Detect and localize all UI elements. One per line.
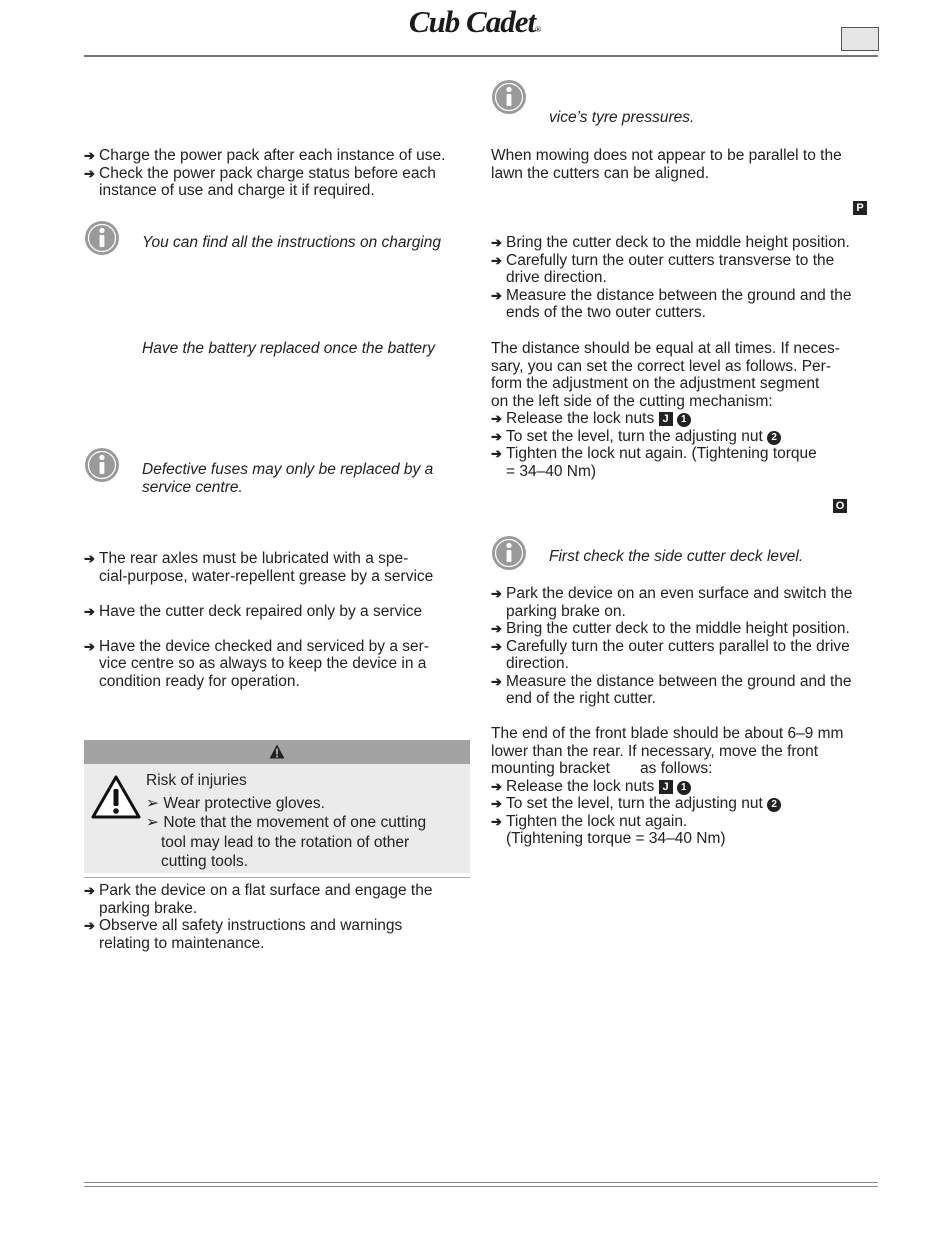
warning-item-continued: tool may lead to the rotation of other: [161, 833, 410, 851]
callout-number-1: 1: [677, 781, 691, 795]
arrow-icon: ➔: [491, 673, 502, 689]
footer-rule: [84, 1182, 878, 1183]
arrow-icon: ➔: [491, 638, 502, 654]
list-item: Check the power pack charge status before each: [99, 164, 436, 182]
arrow-icon: ➔: [491, 778, 502, 794]
callout-number-2: 2: [767, 798, 781, 812]
note-charging: You can find all the instructions on charging: [142, 234, 441, 251]
list-item-continued: (Tightening torque = 34–40 Nm): [506, 830, 726, 847]
list-item-continued: drive direction.: [506, 269, 607, 286]
info-icon: [84, 220, 120, 256]
warning-risk: Risk of injuries: [146, 772, 247, 789]
warning-item-continued: cutting tools.: [161, 853, 249, 870]
list-item: Charge the power pack after each instance of use.: [99, 147, 446, 164]
list-item: Release the lock nuts: [506, 410, 655, 427]
paragraph-line: mounting bracket as follows:: [491, 760, 713, 777]
paragraph-line: lawn the cutters can be aligned.: [491, 164, 709, 182]
alignment-steps: [491, 234, 852, 322]
paragraph-line: on the left side of the cutting mechanism:: [491, 392, 773, 410]
list-item-continued: = 34–40 Nm): [506, 462, 597, 480]
arrow-icon: ➔: [491, 796, 502, 811]
warning-small-icon: [269, 744, 285, 759]
warning-triangle-icon: [90, 774, 142, 820]
paragraph-line: lower than the rear. If necessary, move the front: [491, 742, 819, 760]
list-item-continued: instance of use and charge it if required.: [99, 182, 375, 199]
list-item: Have the cutter deck repaired only by a service: [99, 602, 423, 620]
list-item-continued: cial-purpose, water-repellent grease by a service: [99, 567, 434, 585]
figure-label-j: J: [659, 780, 673, 794]
note-side-level: First check the side cutter deck level.: [549, 548, 804, 565]
warning-text: [146, 771, 426, 872]
list-item: Carefully turn the outer cutters parallel to the drive: [506, 637, 850, 655]
warning-item: Note that the movement of one cutting: [163, 814, 427, 831]
front-blade-adjustment: [491, 725, 843, 848]
paragraph-line: The end of the front blade should be about 6–9 mm: [491, 725, 844, 742]
list-item: Bring the cutter deck to the middle height position.: [506, 234, 850, 251]
parallel-text: [491, 147, 842, 182]
list-item-continued: vice centre so as always to keep the device in a: [99, 655, 427, 672]
level-adjustment: [491, 340, 840, 480]
page-number-box: [841, 27, 879, 51]
bullet-marker: ➢: [146, 794, 159, 812]
note-fuses-line: Defective fuses may only be replaced by a: [142, 461, 434, 478]
figure-label-p: P: [853, 201, 867, 215]
info-icon: [491, 535, 527, 571]
note-fuses: [142, 461, 433, 496]
brand-name: Cub Cadet: [408, 4, 536, 39]
brand-logo: [0, 4, 950, 40]
list-item: To set the level, turn the adjusting nut: [506, 795, 763, 812]
figure-label-j: J: [659, 412, 673, 426]
list-item: Bring the cutter deck to the middle height position.: [506, 620, 850, 637]
header-rule: [84, 55, 878, 57]
figure-label-o: O: [833, 499, 847, 513]
callout-number-1: 1: [677, 413, 691, 427]
arrow-icon: ➔: [491, 586, 502, 601]
callout-number-2: 2: [767, 431, 781, 445]
paragraph-line: When mowing does not appear to be parallel to the: [491, 147, 842, 164]
list-item: Tighten the lock nut again.: [506, 812, 688, 830]
paragraph-line: sary, you can set the correct level as follows. Per-: [491, 357, 831, 375]
list-item-continued: parking brake.: [99, 899, 198, 917]
warning-header: [84, 740, 470, 764]
bullet-marker: ➢: [146, 814, 159, 831]
arrow-icon: ➔: [491, 813, 502, 829]
arrow-icon: ➔: [84, 883, 95, 898]
list-item-continued: end of the right cutter.: [506, 690, 656, 707]
maintenance-steps: [84, 882, 432, 952]
list-item: The rear axles must be lubricated with a spe-: [99, 550, 409, 567]
footer-rule: [84, 1186, 878, 1187]
list-item-continued: direction.: [506, 655, 569, 672]
arrow-icon: ➔: [491, 411, 502, 426]
note-battery: Have the battery replaced once the battery: [142, 340, 435, 357]
arrow-icon: ➔: [84, 165, 95, 181]
arrow-icon: ➔: [491, 428, 502, 444]
list-item: Observe all safety instructions and warnings: [99, 917, 403, 934]
paragraph-line: The distance should be equal at all times. If neces-: [491, 340, 840, 357]
list-item: Carefully turn the outer cutters transverse to the: [506, 251, 835, 269]
list-item: Release the lock nuts: [506, 777, 655, 795]
arrow-icon: ➔: [491, 235, 502, 250]
registered-mark: ®: [535, 25, 542, 34]
arrow-icon: ➔: [491, 252, 502, 268]
list-item-continued: parking brake on.: [506, 602, 626, 620]
charge-instructions: [84, 147, 445, 200]
arrow-icon: ➔: [84, 603, 95, 619]
list-item-continued: condition ready for operation.: [99, 672, 300, 690]
list-item: To set the level, turn the adjusting nut: [506, 427, 763, 445]
note-fuses-line: service centre.: [142, 478, 243, 496]
info-icon: [84, 447, 120, 483]
list-item-continued: ends of the two outer cutters.: [506, 304, 706, 321]
list-item: Park the device on a flat surface and engage the: [99, 882, 433, 899]
arrow-icon: ➔: [84, 551, 95, 566]
list-item: Measure the distance between the ground and the: [506, 672, 852, 690]
service-instructions: [84, 550, 433, 690]
front-level-steps: [491, 585, 852, 708]
warning-separator: [84, 877, 470, 878]
arrow-icon: ➔: [491, 621, 502, 636]
arrow-icon: ➔: [84, 148, 95, 163]
paragraph-line: form the adjustment on the adjustment segment: [491, 375, 820, 392]
note-tyre: vice’s tyre pressures.: [549, 109, 695, 126]
list-item: Have the device checked and serviced by a ser-: [99, 637, 429, 655]
arrow-icon: ➔: [84, 638, 95, 654]
list-item: Measure the distance between the ground and the: [506, 286, 852, 304]
info-icon: [491, 79, 527, 115]
warning-item: Wear protective gloves.: [163, 794, 325, 812]
list-item: Park the device on an even surface and switch the: [506, 585, 853, 602]
list-item-continued: relating to maintenance.: [99, 934, 265, 952]
arrow-icon: ➔: [84, 918, 95, 933]
arrow-icon: ➔: [491, 446, 502, 461]
arrow-icon: ➔: [491, 287, 502, 303]
list-item: Tighten the lock nut again. (Tightening torque: [506, 445, 817, 462]
